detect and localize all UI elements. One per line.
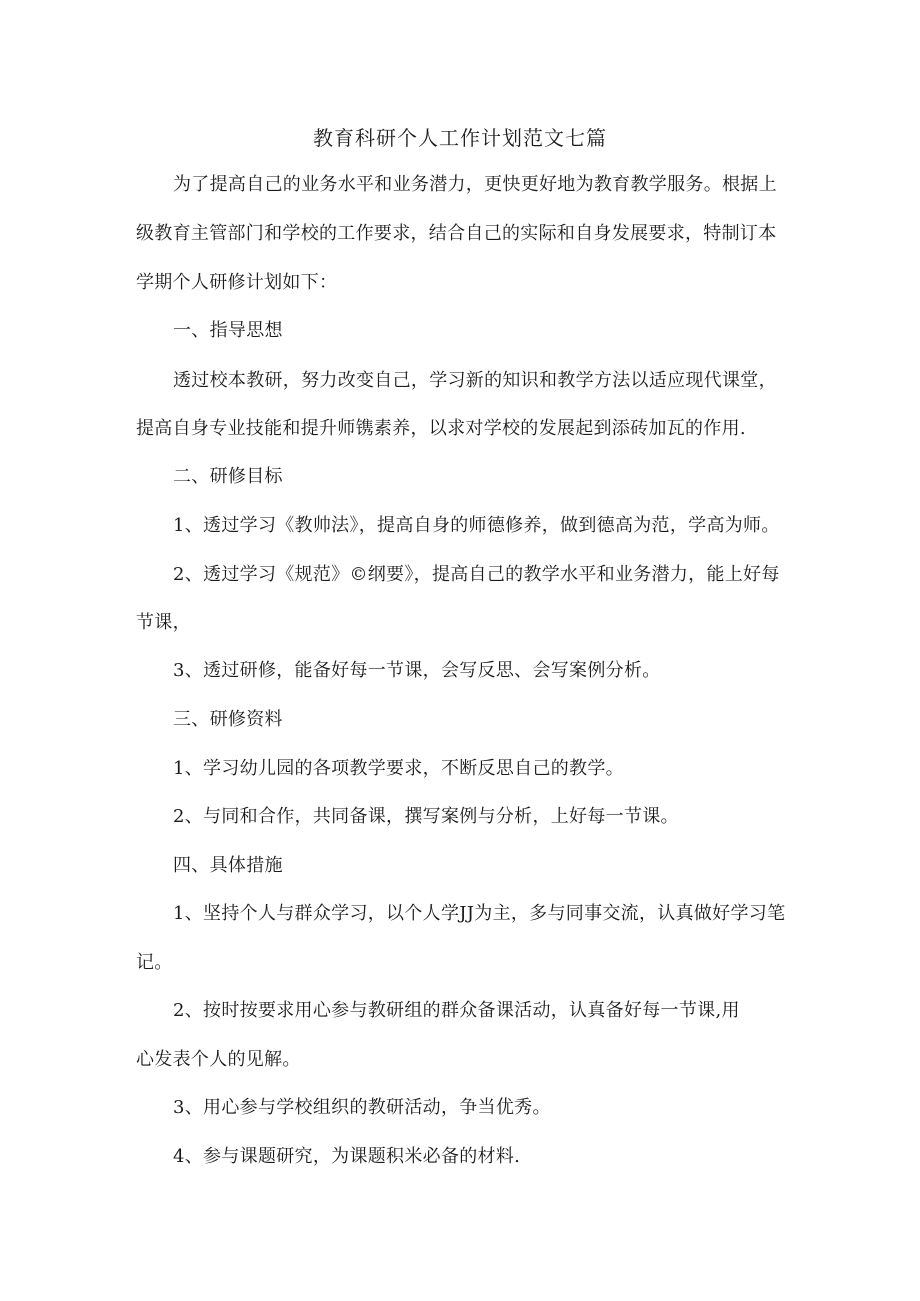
section-heading-guiding-thought: 一、指导思想: [173, 320, 283, 341]
goal-item-2-cont: 节课，: [136, 612, 191, 633]
measure-item-2: 2、按时按要求用心参与教研组的群众备课活动，认真备好每一节课,用: [173, 1000, 740, 1021]
section-heading-materials: 三、研修资料: [173, 709, 283, 730]
measure-item-1-cont: 记。: [136, 952, 173, 973]
guiding-line-2: 提高自身专业技能和提升师镌素养，以求对学校的发展起到添砖加瓦的作用.: [136, 418, 746, 439]
measure-item-3: 3、用心参与学校组织的教研活动，争当优秀。: [173, 1097, 551, 1118]
measure-item-2-cont: 心发表个人的见解。: [136, 1049, 301, 1070]
intro-line-2: 级教育主管部门和学校的工作要求，结合自己的实际和自身发展要求，特制订本: [136, 223, 777, 244]
guiding-line-1: 透过校本教研，努力改变自己，学习新的知识和教学方法以适应现代课堂，: [173, 370, 777, 391]
material-item-2: 2、与同和合作，共同备课，撰写案例与分析，上好每一节课。: [173, 806, 679, 827]
section-heading-goals: 二、研修目标: [173, 466, 283, 487]
intro-line-3: 学期个人研修计划如下：: [136, 272, 338, 293]
section-heading-measures: 四、具体措施: [173, 855, 283, 876]
document-title: 教育科研个人工作计划范文七篇: [313, 126, 607, 150]
goal-item-3: 3、透过研修，能备好每一节课，会写反思、会写案例分析。: [173, 660, 661, 681]
material-item-1: 1、学习幼儿园的各项教学要求，不断反思自己的教学。: [173, 758, 624, 779]
goal-item-1: 1、透过学习《教帅法》，提高自身的师德修养，做到德高为范，学高为师。: [173, 515, 780, 536]
goal-item-2: 2、透过学习《规范》©纲要》，提高自己的教学水平和业务潜力，能上好每: [173, 564, 780, 585]
measure-item-1: 1、坚持个人与群众学习，以个人学JJ为主，多与同事交流，认真做好学习笔: [173, 903, 786, 924]
measure-item-4: 4、参与课题研究，为课题积米必备的材料.: [173, 1146, 521, 1167]
intro-line-1: 为了提高自己的业务水平和业务潜力，更快更好地为教育教学服务。根据上: [173, 174, 777, 195]
